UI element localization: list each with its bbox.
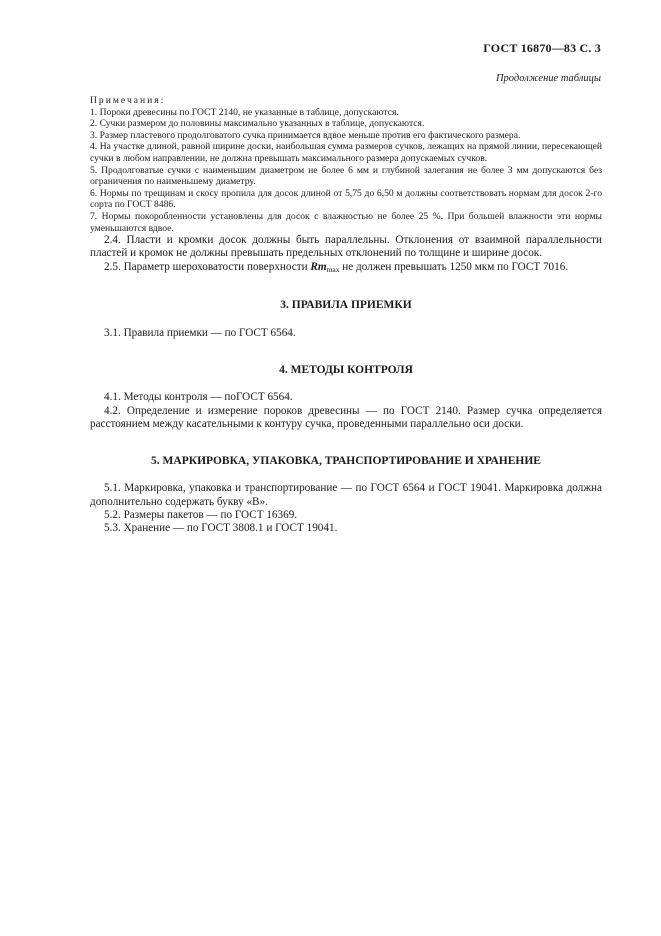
clause-2-5 — [90, 261, 602, 276]
section-3-body — [90, 327, 602, 340]
clause-4-1: 4.1. Методы контроля — поГОСТ 6564. — [104, 391, 293, 404]
table-continuation-label: Продолжение таблицы — [495, 73, 601, 84]
section-2-clauses — [90, 234, 602, 276]
page-header: ГОСТ 16870—83 С. 3 — [483, 41, 601, 55]
notes-title: Примечания: — [90, 95, 166, 106]
note-item: 7. Нормы покоробленности установлены для досок с влажностью не более 25 %. При большей влажности эти нормы уменьшаются вдвое. — [90, 210, 602, 234]
clause-4-2: 4.2. Определение и измерение пороков древесины — по ГОСТ 2140. Размер сучка определяется расстоянием между касательными к контуру сучка, проведенными параллельно оси доски. — [90, 404, 602, 430]
note-item: 6. Нормы по трещинам и скосу пропила для досок длиной от 5,75 до 6,50 м должны соответствовать нормам для досок 2-го сорта по ГОСТ 8486. — [90, 187, 602, 211]
note-item: 1. Пороки древесины по ГОСТ 2140, не указанные в таблице, допускаются. — [90, 106, 399, 118]
clause-2-5-after: не должен превышать 1250 мкм по ГОСТ 7016. — [339, 260, 569, 273]
clause-3-1: 3.1. Правила приемки — по ГОСТ 6564. — [104, 327, 296, 340]
section-4-heading: 4. МЕТОДЫ КОНТРОЛЯ — [279, 364, 413, 377]
clause-2-4: 2.4. Пласти и кромки досок должны быть параллельны. Отклонения от взаимной параллельности пластей и кромок не должны превышать предельных отклонений по толщине и ширине досок. — [90, 234, 602, 260]
notes-block — [90, 95, 602, 234]
section-5-heading: 5. МАРКИРОВКА, УПАКОВКА, ТРАНСПОРТИРОВАНИЕ И ХРАНЕНИЕ — [151, 455, 541, 468]
note-item: 3. Размер пластевого продолговатого сучка принимается вдвое меньше против его фактического размера. — [90, 129, 521, 141]
clause-5-2: 5.2. Размеры пакетов — по ГОСТ 16369. — [104, 508, 298, 521]
note-item: 4. На участке длиной, равной ширине доски, наибольшая сумма размеров сучков, лежащих на прямой линии, пересекающей сучки в любом направлении, не должна превышать максимального размера допускаемых сучков. — [90, 141, 602, 164]
clause-5-3: 5.3. Хранение — по ГОСТ 3808.1 и ГОСТ 19041. — [104, 522, 338, 535]
section-5-body — [90, 482, 602, 535]
note-item: 2. Сучки размером до половины максимально указанных в таблице, допускаются. — [90, 118, 425, 130]
roughness-subscript: max — [326, 264, 340, 274]
section-3-heading: 3. ПРАВИЛА ПРИЕМКИ — [280, 299, 412, 312]
section-4-body — [90, 391, 602, 431]
document-body — [90, 95, 602, 535]
clause-2-5-before: 2.5. Параметр шероховатости поверхности — [104, 260, 311, 273]
clause-5-1: 5.1. Маркировка, упаковка и транспортирование — по ГОСТ 6564 и ГОСТ 19041. Маркировка должна дополнительно содержать букву «В». — [90, 482, 602, 508]
note-item: 5. Продолговатые сучки с наименьшим диаметром не более 6 мм и глубиной залегания не более 3 мм допускаются без ограничения по наименьшему диаметру. — [90, 164, 602, 188]
roughness-symbol: Rm — [310, 260, 327, 273]
